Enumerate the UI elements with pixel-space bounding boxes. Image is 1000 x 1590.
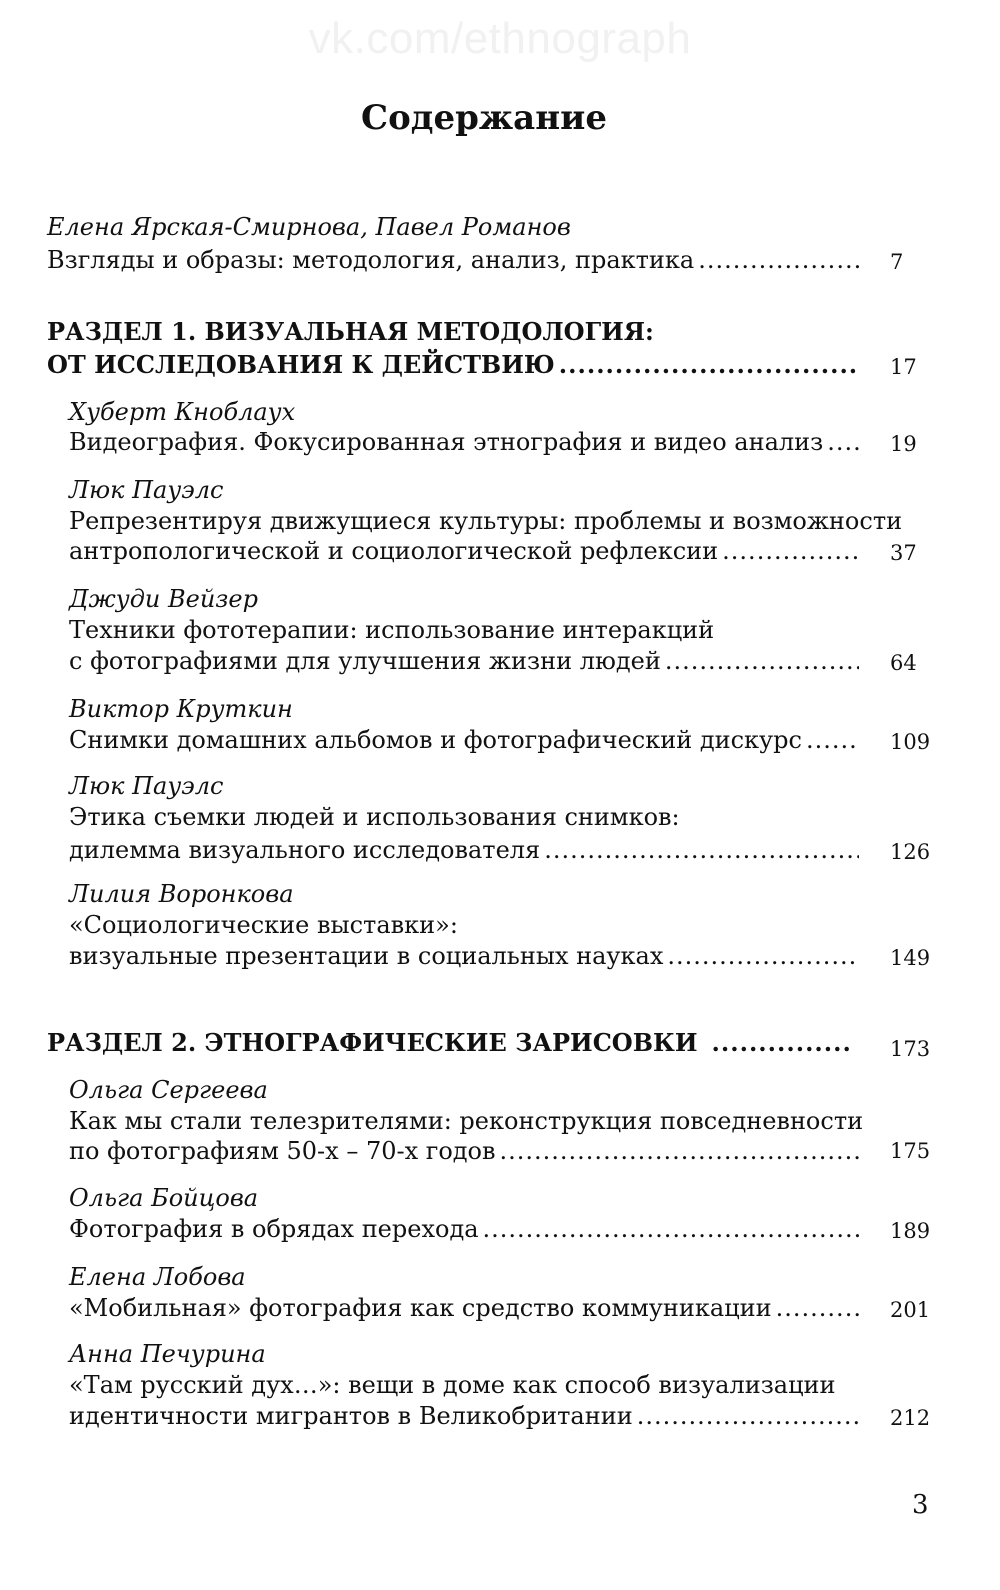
- toc-entry-title: Этика съемки людей и использования снимков:: [69, 803, 680, 831]
- dot-leader: [806, 724, 859, 756]
- toc-page-number: 37: [890, 541, 917, 565]
- toc-entry-title: [69, 724, 859, 756]
- toc-entry-title-cont: [69, 940, 859, 972]
- dot-leader: [665, 645, 859, 677]
- toc-page-number: 19: [890, 432, 917, 456]
- dot-leader: [712, 1027, 851, 1059]
- toc-entry-title: «Социологические выставки»:: [69, 911, 458, 939]
- toc-entry-title: [69, 1213, 859, 1245]
- entry-title-text: визуальные презентации в социальных науках: [69, 942, 664, 970]
- toc-author: Джуди Вейзер: [69, 585, 258, 613]
- dot-leader: [667, 940, 859, 972]
- section-heading-text: ОТ ИССЛЕДОВАНИЯ К ДЕЙСТВИЮ: [47, 350, 555, 379]
- toc-page-number: 201: [890, 1298, 931, 1322]
- toc-entry-title-cont: [69, 834, 859, 866]
- entry-title-text: Фотография в обрядах перехода: [69, 1215, 479, 1243]
- entry-title-text: идентичности мигрантов в Великобритании: [69, 1402, 633, 1430]
- entry-title-text: Взгляды и образы: методология, анализ, практика: [47, 246, 695, 274]
- toc-author: Люк Пауэлс: [69, 772, 224, 800]
- toc-author: Елена Лобова: [69, 1263, 246, 1291]
- toc-author: Виктор Круткин: [69, 695, 293, 723]
- watermark-text: vk.com/ethnograph: [308, 14, 692, 63]
- toc-author: Анна Печурина: [69, 1340, 266, 1368]
- toc-entry-title: «Там русский дух…»: вещи в доме как способ визуализации: [69, 1371, 836, 1399]
- toc-entry-title: Как мы стали телезрителями: реконструкция повседневности: [69, 1107, 864, 1135]
- dot-leader: [500, 1135, 859, 1167]
- dot-leader: [544, 834, 859, 866]
- toc-entry-title-cont: [69, 535, 859, 567]
- toc-author: Лилия Воронкова: [69, 880, 294, 908]
- toc-entry-title: [47, 244, 859, 276]
- entry-title-text: Снимки домашних альбомов и фотографический дискурс: [69, 726, 802, 754]
- entry-title-text: по фотографиям 50-х – 70-х годов: [69, 1137, 496, 1165]
- entry-title-text: антропологической и социологической рефлексии: [69, 537, 719, 565]
- dot-leader: [827, 426, 859, 458]
- toc-author: Ольга Бойцова: [69, 1184, 259, 1212]
- section-heading-text: РАЗДЕЛ 2. ЭТНОГРАФИЧЕСКИЕ ЗАРИСОВКИ: [47, 1028, 698, 1057]
- toc-page-number: 17: [890, 355, 917, 379]
- toc-page-number: 7: [890, 250, 904, 274]
- page-title: Содержание: [361, 98, 607, 138]
- toc-entry-title: Репрезентируя движущиеся культуры: проблемы и возможности: [69, 507, 903, 535]
- toc-author: Ольга Сергеева: [69, 1076, 268, 1104]
- page-folio: 3: [912, 1490, 929, 1520]
- toc-entry-title: Техники фототерапии: использование интеракций: [69, 616, 715, 644]
- dot-leader: [776, 1292, 859, 1324]
- section-heading: РАЗДЕЛ 1. ВИЗУАЛЬНАЯ МЕТОДОЛОГИЯ:: [47, 317, 654, 346]
- entry-title-text: Видеография. Фокусированная этнография и видео анализ: [69, 428, 824, 456]
- toc-entry-title: [69, 1292, 859, 1324]
- entry-title-text: с фотографиями для улучшения жизни людей: [69, 647, 661, 675]
- toc-page-number: 175: [890, 1139, 931, 1163]
- toc-author: Люк Пауэлс: [69, 476, 224, 504]
- section-heading: [47, 1027, 851, 1059]
- toc-page-number: 109: [890, 730, 931, 754]
- toc-entry-title-cont: [69, 645, 859, 677]
- toc-author: Елена Ярская-Смирнова, Павел Романов: [47, 213, 571, 241]
- toc-page-number: 149: [890, 946, 931, 970]
- toc-page-number: 126: [890, 840, 931, 864]
- toc-entry-title-cont: [69, 1135, 859, 1167]
- toc-entry-title: [69, 426, 859, 458]
- toc-page-number: 212: [890, 1406, 931, 1430]
- entry-title-text: «Мобильная» фотография как средство коммуникации: [69, 1294, 772, 1322]
- dot-leader: [698, 244, 859, 276]
- toc-page-number: 173: [890, 1037, 931, 1061]
- toc-entry-title-cont: [69, 1400, 859, 1432]
- dot-leader: [483, 1213, 859, 1245]
- entry-title-text: дилемма визуального исследователя: [69, 836, 541, 864]
- toc-author: Хуберт Кноблаух: [69, 398, 296, 426]
- dot-leader: [722, 535, 859, 567]
- toc-page-number: 189: [890, 1219, 931, 1243]
- toc-page-number: 64: [890, 651, 917, 675]
- dot-leader: [559, 349, 859, 381]
- section-heading-line: [47, 349, 859, 381]
- dot-leader: [637, 1400, 859, 1432]
